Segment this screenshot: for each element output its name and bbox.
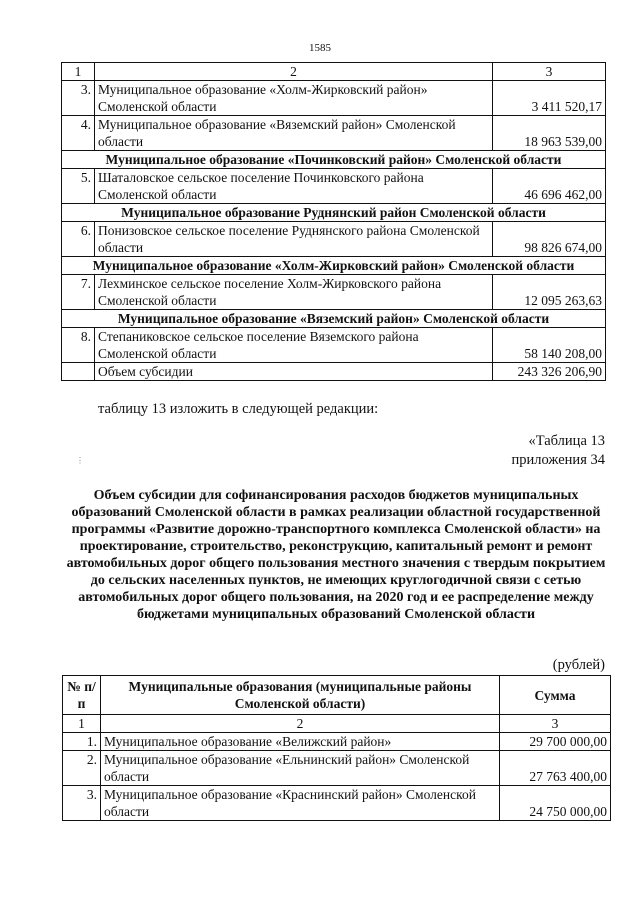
total-amount: 243 326 206,90 xyxy=(493,363,606,381)
amendment-paragraph: таблицу 13 изложить в следующей редакции: xyxy=(98,401,379,417)
column-number: 1 xyxy=(62,63,95,81)
table-row xyxy=(62,116,606,151)
amount-value: 58 140 208,00 xyxy=(493,328,606,363)
amount-value: 24 750 000,00 xyxy=(500,786,611,821)
table-row xyxy=(62,169,606,204)
table-row xyxy=(62,275,606,310)
municipality-name: Шаталовское сельское поселение Починковского района Смоленской области xyxy=(95,169,493,204)
group-heading: Муниципальное образование «Холм-Жирковский район» Смоленской области xyxy=(62,257,606,275)
page-number: 1585 xyxy=(309,42,331,54)
municipality-name: Муниципальное образование «Велижский район» xyxy=(101,733,500,751)
table-ref-line: приложения 34 xyxy=(511,452,605,468)
row-number: 7. xyxy=(62,275,95,310)
table-row xyxy=(63,786,611,821)
table-top-body xyxy=(62,63,606,381)
municipality-name: Муниципальное образование «Вяземский район» Смоленской области xyxy=(95,116,493,151)
header-municipality: Муниципальные образования (муниципальные районы Смоленской области) xyxy=(101,676,500,715)
row-number: 1. xyxy=(63,733,101,751)
row-number: 6. xyxy=(62,222,95,257)
total-label: Объем субсидии xyxy=(95,363,493,381)
column-number: 3 xyxy=(493,63,606,81)
empty-cell xyxy=(62,363,95,381)
table-row xyxy=(63,751,611,786)
municipality-name: Муниципальное образование «Ельнинский район» Смоленской области xyxy=(101,751,500,786)
column-number: 2 xyxy=(95,63,493,81)
group-heading: Муниципальное образование Руднянский район Смоленской области xyxy=(62,204,606,222)
amount-value: 3 411 520,17 xyxy=(493,81,606,116)
column-number: 3 xyxy=(500,715,611,733)
municipality-name: Лехминское сельское поселение Холм-Жирковского района Смоленской области xyxy=(95,275,493,310)
header-amount: Сумма xyxy=(500,676,611,715)
group-heading: Муниципальное образование «Вяземский район» Смоленской области xyxy=(62,310,606,328)
document-title: Объем субсидии для софинансирования расходов бюджетов муниципальных образований Смоленской области в рамках реализации областной государственной программы «Развитие дорожно-транспортного комплекса Смоленской области» на проектирование, строительство, реконструкцию, капитальный ремонт и ремонт автомобильных дорог общего пользования местного значения с твердым покрытием до сельских населенных пунктов, не имеющих круглогодичной связи с сетью автомобильных дорог общего пользования, на 2020 год и ее распределение между бюджетами муниципальных образований Смоленской области xyxy=(66,488,606,622)
table-header-row xyxy=(63,676,611,715)
municipality-name: Степаниковское сельское поселение Вяземского района Смоленской области xyxy=(95,328,493,363)
row-number: 3. xyxy=(63,786,101,821)
municipality-name: Муниципальное образование «Краснинский район» Смоленской области xyxy=(101,786,500,821)
amount-value: 29 700 000,00 xyxy=(500,733,611,751)
row-number: 5. xyxy=(62,169,95,204)
subsidy-table-continuation xyxy=(61,62,606,381)
currency-unit: (рублей) xyxy=(552,657,605,673)
group-heading-row xyxy=(62,310,606,328)
scan-mark: ⋮ xyxy=(76,456,84,465)
column-number: 1 xyxy=(63,715,101,733)
amount-value: 27 763 400,00 xyxy=(500,751,611,786)
row-number: 3. xyxy=(62,81,95,116)
table-reference xyxy=(512,432,605,470)
group-heading-row xyxy=(62,257,606,275)
column-number: 2 xyxy=(101,715,500,733)
table-row xyxy=(63,733,611,751)
table-row xyxy=(62,81,606,116)
table-row xyxy=(62,222,606,257)
municipality-name: Муниципальное образование «Холм-Жирковский район» Смоленской области xyxy=(95,81,493,116)
subsidy-distribution-table xyxy=(62,675,611,821)
row-number: 4. xyxy=(62,116,95,151)
amount-value: 98 826 674,00 xyxy=(493,222,606,257)
table-bottom-column-numbers xyxy=(63,715,611,733)
header-number: № п/п xyxy=(63,676,101,715)
row-number: 2. xyxy=(63,751,101,786)
group-heading-row xyxy=(62,151,606,169)
table-ref-line: «Таблица 13 xyxy=(528,433,605,449)
table-row xyxy=(62,328,606,363)
amount-value: 12 095 263,63 xyxy=(493,275,606,310)
total-row xyxy=(62,363,606,381)
amount-value: 46 696 462,00 xyxy=(493,169,606,204)
row-number: 8. xyxy=(62,328,95,363)
group-heading: Муниципальное образование «Починковский район» Смоленской области xyxy=(62,151,606,169)
table-top-column-numbers xyxy=(62,63,606,81)
group-heading-row xyxy=(62,204,606,222)
municipality-name: Понизовское сельское поселение Руднянского района Смоленской области xyxy=(95,222,493,257)
table-bottom-body xyxy=(63,715,611,821)
amount-value: 18 963 539,00 xyxy=(493,116,606,151)
